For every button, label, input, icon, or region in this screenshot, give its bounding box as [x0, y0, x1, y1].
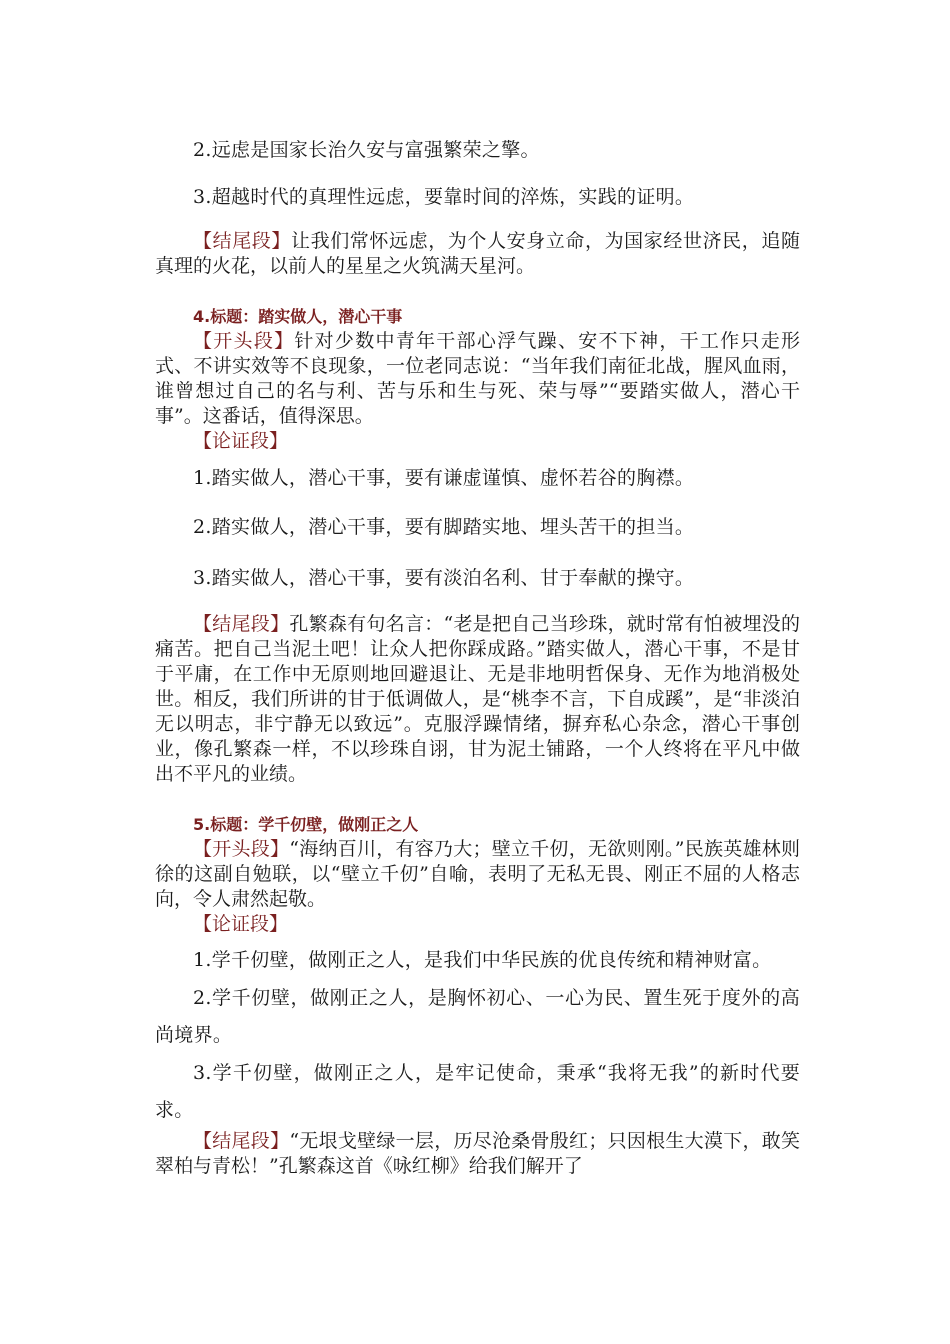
s5-point-1: 1.学千仞壁，做刚正之人，是我们中华民族的优良传统和精神财富。 [193, 949, 772, 971]
s4-title: 4.标题：踏实做人，潜心干事 [193, 307, 403, 326]
s3-closing-text: 让我们常怀远虑，为个人安身立命，为国家经世济民，追随真理的火花，以前人的星星之火筑满天星河。 [155, 230, 800, 277]
s4-point-3: 3.踏实做人，潜心干事，要有淡泊名利、甘于奉献的操守。 [193, 567, 695, 589]
s5-closing-paragraph [155, 1129, 800, 1179]
s4-closing-text: 孔繁森有句名言：“老是把自己当珍珠，就时常有怕被埋没的痛苦。把自己当泥土吧！让众人把你踩成路。”踏实做人，潜心干事，不是甘于平庸，在工作中无原则地回避退让、无是非地明哲保身、无作为地消极处世。相反，我们所讲的甘于低调做人，是“桃李不言，下自成蹊”，是“非淡泊无以明志，非宁静无以致远”。克服浮躁情绪，摒弃私心杂念，潜心干事创业，像孔繁森一样，不以珍珠自诩，甘为泥土铺路，一个人终将在平凡中做出不平凡的业绩。 [155, 613, 800, 785]
s3-closing-paragraph [155, 229, 800, 279]
s3-point-3: 3.超越时代的真理性远虑，要靠时间的淬炼，实践的证明。 [193, 186, 695, 208]
s3-closing-tag: 【结尾段】 [193, 230, 291, 252]
s5-closing-text: “无垠戈壁绿一层，历尽沧桑骨殷红；只因根生大漠下，敢笑翠柏与青松！”孔繁森这首《咏红柳》给我们解开了 [155, 1130, 800, 1177]
s4-opening-text: 针对少数中青年干部心浮气躁、安不下神，干工作只走形式、不讲实效等不良现象，一位老同志说：“当年我们南征北战，腥风血雨，谁曾想过自己的名与利、苦与乐和生与死、荣与辱”“要踏实做人，潜心干事”。这番话，值得深思。 [155, 330, 800, 427]
s5-opening-text: “海纳百川，有容乃大；壁立千仞，无欲则刚。”民族英雄林则徐的这副自勉联，以“壁立千仞”自喻，表明了无私无畏、刚正不屈的人格志向，令人肃然起敬。 [155, 838, 800, 910]
s5-closing-tag: 【结尾段】 [193, 1130, 290, 1152]
s4-opening-tag: 【开头段】 [193, 330, 295, 352]
s4-point-1: 1.踏实做人，潜心干事，要有谦虚谨慎、虚怀若谷的胸襟。 [193, 467, 695, 489]
s4-point-2: 2.踏实做人，潜心干事，要有脚踏实地、埋头苦干的担当。 [193, 516, 695, 538]
s5-point-2: 2.学千仞壁，做刚正之人，是胸怀初心、一心为民、置生死于度外的高尚境界。 [155, 987, 800, 1046]
s4-argument-tag: 【论证段】 [193, 430, 289, 452]
s4-closing-tag: 【结尾段】 [193, 613, 290, 635]
s4-closing-paragraph [155, 612, 800, 787]
s5-opening-paragraph [155, 837, 800, 912]
s5-argument-tag: 【论证段】 [193, 913, 289, 935]
document-page [155, 130, 800, 1179]
s3-point-2: 2.远虑是国家长治久安与富强繁荣之擎。 [193, 139, 540, 161]
s5-title: 5.标题：学千仞壁，做刚正之人 [193, 815, 419, 834]
s4-opening-paragraph [155, 329, 800, 429]
s5-opening-tag: 【开头段】 [193, 838, 290, 860]
s5-point-3: 3.学千仞壁，做刚正之人，是牢记使命，秉承“我将无我”的新时代要求。 [155, 1062, 800, 1121]
